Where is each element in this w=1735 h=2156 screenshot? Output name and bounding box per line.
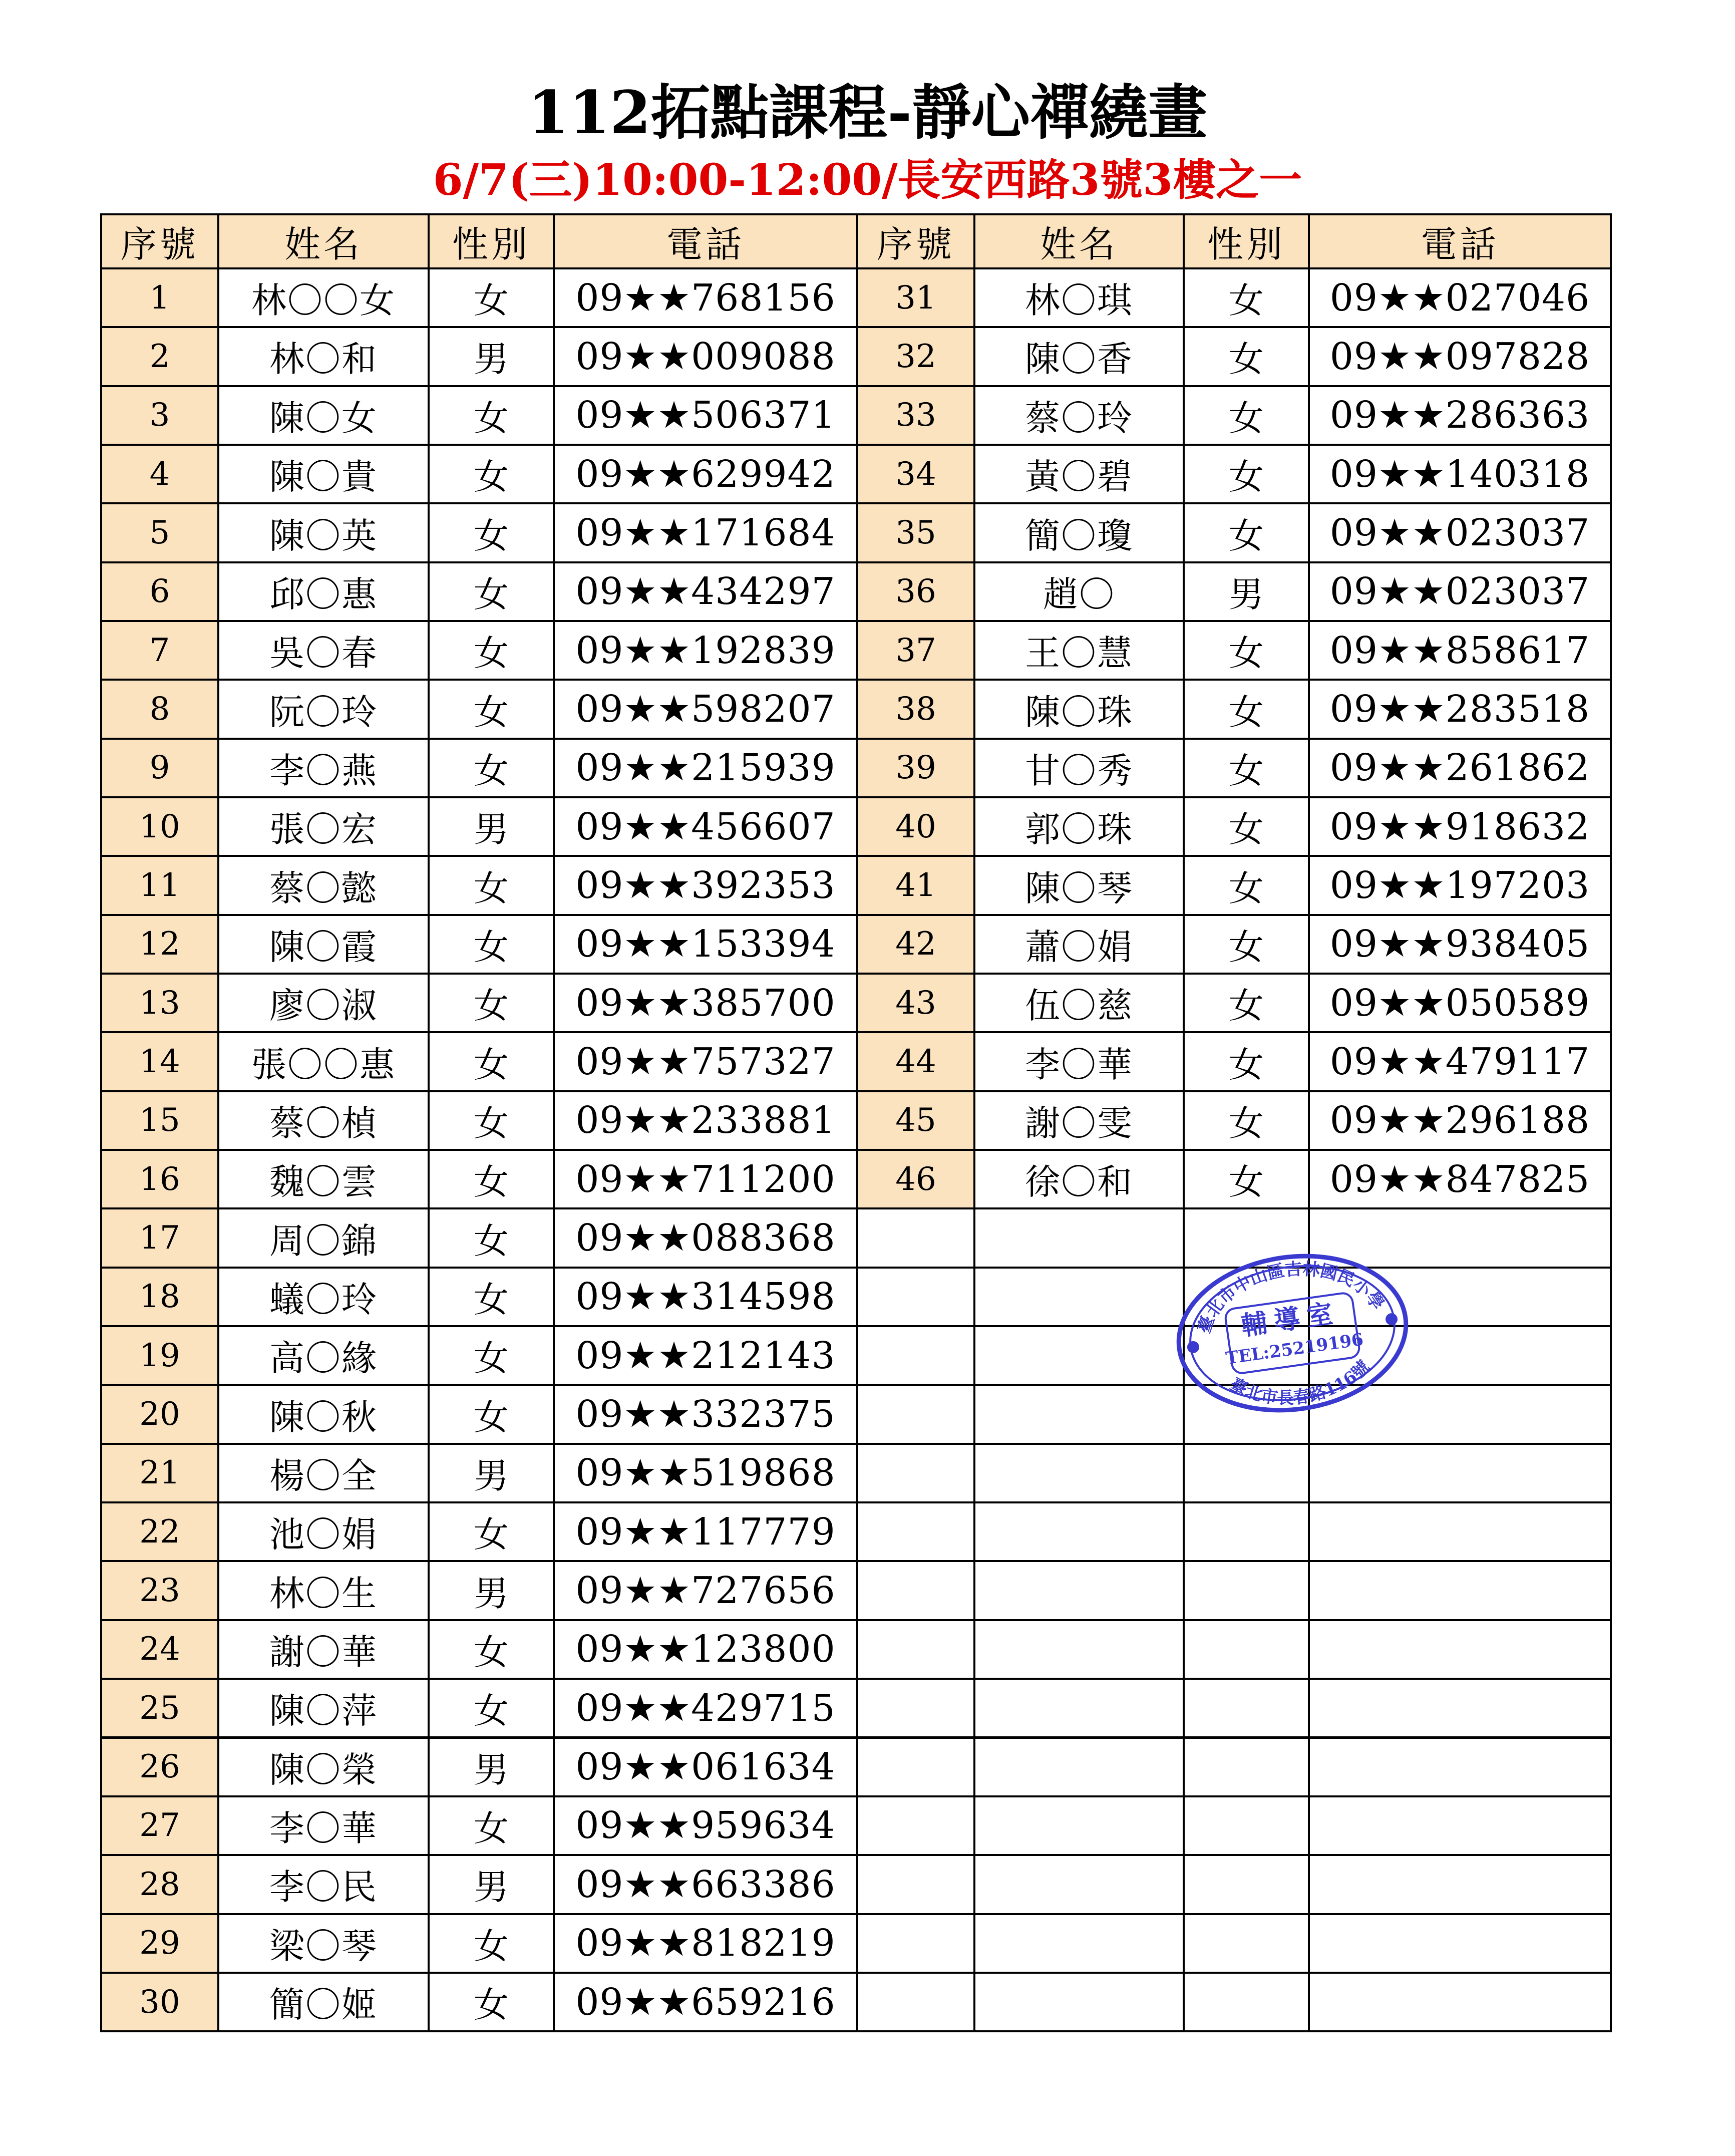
name-cell: 徐〇和 [973, 1149, 1185, 1209]
gender-cell: 女 [1183, 796, 1310, 857]
empty-cell [1308, 1619, 1612, 1680]
seq-cell: 17 [100, 1207, 219, 1268]
phone-cell: 09★★314598 [553, 1267, 858, 1327]
phone-cell: 09★★261862 [1308, 738, 1612, 798]
seq-cell: 26 [100, 1737, 219, 1797]
seq-cell: 34 [856, 444, 975, 504]
empty-cell [1183, 1560, 1310, 1621]
gender-cell: 女 [428, 855, 555, 915]
gender-cell: 女 [1183, 855, 1310, 915]
name-cell: 張〇〇惠 [217, 1031, 430, 1092]
seq-cell: 33 [856, 385, 975, 446]
phone-cell: 09★★009088 [553, 326, 858, 387]
seq-cell: 28 [100, 1854, 219, 1915]
seq-cell: 23 [100, 1560, 219, 1621]
seq-cell: 20 [100, 1384, 219, 1444]
phone-cell: 09★★197203 [1308, 855, 1612, 915]
seq-cell: 19 [100, 1325, 219, 1386]
seq-cell: 7 [100, 620, 219, 681]
gender-cell: 男 [428, 1737, 555, 1797]
name-cell: 廖〇淑 [217, 973, 430, 1033]
empty-cell [856, 1913, 975, 1974]
gender-cell: 女 [428, 620, 555, 681]
seq-cell: 41 [856, 855, 975, 915]
seq-cell: 31 [856, 267, 975, 328]
name-cell: 蔡〇楨 [217, 1090, 430, 1151]
name-cell: 張〇宏 [217, 796, 430, 857]
phone-cell: 09★★332375 [553, 1384, 858, 1444]
seq-cell: 29 [100, 1913, 219, 1974]
phone-cell: 09★★959634 [553, 1795, 858, 1856]
empty-cell [1183, 1501, 1310, 1562]
empty-cell [1183, 1678, 1310, 1738]
empty-cell [1308, 1854, 1612, 1915]
name-cell: 陳〇女 [217, 385, 430, 446]
gender-cell: 女 [428, 1972, 555, 2032]
name-cell: 陳〇榮 [217, 1737, 430, 1797]
seq-cell: 30 [100, 1972, 219, 2032]
empty-cell [973, 1501, 1185, 1562]
phone-cell: 09★★286363 [1308, 385, 1612, 446]
gender-cell: 女 [1183, 502, 1310, 563]
gender-cell: 女 [428, 1149, 555, 1209]
name-cell: 陳〇秋 [217, 1384, 430, 1444]
seq-cell: 18 [100, 1267, 219, 1327]
phone-cell: 09★★123800 [553, 1619, 858, 1680]
empty-cell [856, 1501, 975, 1562]
seq-cell: 43 [856, 973, 975, 1033]
stamp-center-text: 輔導室 [1239, 1297, 1342, 1342]
name-cell: 李〇燕 [217, 738, 430, 798]
empty-cell [1308, 1913, 1612, 1974]
name-cell: 簡〇瓊 [973, 502, 1185, 563]
seq-cell: 39 [856, 738, 975, 798]
gender-cell: 女 [1183, 1031, 1310, 1092]
gender-cell: 女 [428, 1267, 555, 1327]
empty-cell [973, 1384, 1185, 1444]
name-cell: 吳〇春 [217, 620, 430, 681]
name-cell: 阮〇玲 [217, 679, 430, 739]
name-cell: 伍〇慈 [973, 973, 1185, 1033]
phone-cell: 09★★506371 [553, 385, 858, 446]
name-cell: 李〇華 [217, 1795, 430, 1856]
seq-cell: 6 [100, 561, 219, 622]
gender-cell: 女 [1183, 679, 1310, 739]
name-cell: 高〇緣 [217, 1325, 430, 1386]
name-cell: 陳〇英 [217, 502, 430, 563]
name-cell: 陳〇萍 [217, 1678, 430, 1738]
name-cell: 邱〇惠 [217, 561, 430, 622]
name-cell: 謝〇華 [217, 1619, 430, 1680]
empty-cell [856, 1325, 975, 1386]
phone-cell: 09★★598207 [553, 679, 858, 739]
gender-cell: 女 [1183, 385, 1310, 446]
gender-cell: 女 [428, 1678, 555, 1738]
phone-cell: 09★★392353 [553, 855, 858, 915]
seq-cell: 37 [856, 620, 975, 681]
phone-cell: 09★★847825 [1308, 1149, 1612, 1209]
empty-cell [973, 1972, 1185, 2032]
phone-cell: 09★★818219 [553, 1913, 858, 1974]
seq-cell: 10 [100, 796, 219, 857]
name-cell: 楊〇全 [217, 1443, 430, 1503]
stamp-bottom-arc-text: 臺北市長春路116號 [1226, 1357, 1374, 1408]
seq-cell: 45 [856, 1090, 975, 1151]
phone-cell: 09★★097828 [1308, 326, 1612, 387]
empty-cell [856, 1207, 975, 1268]
phone-cell: 09★★283518 [1308, 679, 1612, 739]
name-cell: 簡〇姬 [217, 1972, 430, 2032]
gender-cell: 女 [1183, 444, 1310, 504]
phone-cell: 09★★153394 [553, 914, 858, 975]
seq-cell: 15 [100, 1090, 219, 1151]
stamp-tel-text: TEL:25219196 [1224, 1329, 1365, 1369]
phone-cell: 09★★088368 [553, 1207, 858, 1268]
seq-cell: 27 [100, 1795, 219, 1856]
phone-cell: 09★★663386 [553, 1854, 858, 1915]
seq-cell: 14 [100, 1031, 219, 1092]
gender-cell: 女 [428, 1207, 555, 1268]
seq-cell: 38 [856, 679, 975, 739]
phone-cell: 09★★023037 [1308, 502, 1612, 563]
gender-cell: 女 [428, 1913, 555, 1974]
empty-cell [973, 1443, 1185, 1503]
gender-cell: 女 [428, 385, 555, 446]
phone-cell: 09★★140318 [1308, 444, 1612, 504]
column-header: 電話 [1308, 213, 1612, 269]
empty-cell [1183, 1854, 1310, 1915]
seq-cell: 8 [100, 679, 219, 739]
phone-cell: 09★★192839 [553, 620, 858, 681]
name-cell: 林〇生 [217, 1560, 430, 1621]
seq-cell: 11 [100, 855, 219, 915]
empty-cell [1308, 1678, 1612, 1738]
seq-cell: 12 [100, 914, 219, 975]
phone-cell: 09★★757327 [553, 1031, 858, 1092]
name-cell: 趙〇 [973, 561, 1185, 622]
empty-cell [1183, 1737, 1310, 1797]
empty-cell [856, 1795, 975, 1856]
gender-cell: 女 [1183, 1090, 1310, 1151]
gender-cell: 女 [428, 738, 555, 798]
phone-cell: 09★★117779 [553, 1501, 858, 1562]
gender-cell: 女 [1183, 620, 1310, 681]
empty-cell [973, 1678, 1185, 1738]
gender-cell: 女 [428, 1501, 555, 1562]
phone-cell: 09★★233881 [553, 1090, 858, 1151]
column-header: 性別 [1183, 213, 1310, 269]
empty-cell [1308, 1443, 1612, 1503]
seq-cell: 36 [856, 561, 975, 622]
gender-cell: 男 [1183, 561, 1310, 622]
seq-cell: 1 [100, 267, 219, 328]
gender-cell: 女 [428, 502, 555, 563]
document-title: 112拓點課程-靜心禪繞畫 [527, 78, 1208, 147]
phone-cell: 09★★385700 [553, 973, 858, 1033]
gender-cell: 男 [428, 1854, 555, 1915]
name-cell: 池〇娟 [217, 1501, 430, 1562]
empty-cell [973, 1737, 1185, 1797]
seq-cell: 42 [856, 914, 975, 975]
name-cell: 甘〇秀 [973, 738, 1185, 798]
phone-cell: 09★★027046 [1308, 267, 1612, 328]
phone-cell: 09★★768156 [553, 267, 858, 328]
column-header: 性別 [428, 213, 555, 269]
seq-cell: 5 [100, 502, 219, 563]
empty-cell [973, 1267, 1185, 1327]
name-cell: 陳〇香 [973, 326, 1185, 387]
phone-cell: 09★★023037 [1308, 561, 1612, 622]
empty-cell [856, 1854, 975, 1915]
seq-cell: 40 [856, 796, 975, 857]
seq-cell: 44 [856, 1031, 975, 1092]
name-cell: 陳〇貴 [217, 444, 430, 504]
empty-cell [1308, 1737, 1612, 1797]
gender-cell: 女 [1183, 973, 1310, 1033]
gender-cell: 女 [1183, 267, 1310, 328]
gender-cell: 女 [1183, 914, 1310, 975]
name-cell: 蔡〇懿 [217, 855, 430, 915]
gender-cell: 女 [428, 267, 555, 328]
seq-cell: 16 [100, 1149, 219, 1209]
phone-cell: 09★★479117 [1308, 1031, 1612, 1092]
seq-cell: 32 [856, 326, 975, 387]
seq-cell: 21 [100, 1443, 219, 1503]
name-cell: 蕭〇娟 [973, 914, 1185, 975]
phone-cell: 09★★711200 [553, 1149, 858, 1209]
gender-cell: 男 [428, 1560, 555, 1621]
empty-cell [856, 1267, 975, 1327]
gender-cell: 女 [428, 1619, 555, 1680]
seq-cell: 3 [100, 385, 219, 446]
gender-cell: 女 [1183, 326, 1310, 387]
gender-cell: 女 [1183, 1149, 1310, 1209]
empty-cell [973, 1854, 1185, 1915]
phone-cell: 09★★858617 [1308, 620, 1612, 681]
gender-cell: 女 [428, 1090, 555, 1151]
name-cell: 林〇和 [217, 326, 430, 387]
empty-cell [1308, 1972, 1612, 2032]
name-cell: 陳〇琴 [973, 855, 1185, 915]
gender-cell: 女 [428, 973, 555, 1033]
empty-cell [1183, 1795, 1310, 1856]
phone-cell: 09★★171684 [553, 502, 858, 563]
phone-cell: 09★★215939 [553, 738, 858, 798]
gender-cell: 女 [428, 561, 555, 622]
phone-cell: 09★★727656 [553, 1560, 858, 1621]
empty-cell [973, 1619, 1185, 1680]
name-cell: 林〇琪 [973, 267, 1185, 328]
school-seal-stamp [1173, 1251, 1412, 1416]
empty-cell [856, 1737, 975, 1797]
name-cell: 蔡〇玲 [973, 385, 1185, 446]
empty-cell [856, 1560, 975, 1621]
empty-cell [856, 1678, 975, 1738]
gender-cell: 女 [428, 679, 555, 739]
name-cell: 郭〇珠 [973, 796, 1185, 857]
phone-cell: 09★★296188 [1308, 1090, 1612, 1151]
seq-cell: 46 [856, 1149, 975, 1209]
column-header: 序號 [100, 213, 219, 269]
empty-cell [1308, 1501, 1612, 1562]
name-cell: 蟻〇玲 [217, 1267, 430, 1327]
phone-cell: 09★★429715 [553, 1678, 858, 1738]
seq-cell: 2 [100, 326, 219, 387]
name-cell: 梁〇琴 [217, 1913, 430, 1974]
empty-cell [856, 1972, 975, 2032]
gender-cell: 女 [428, 1031, 555, 1092]
phone-cell: 09★★050589 [1308, 973, 1612, 1033]
empty-cell [1308, 1795, 1612, 1856]
column-header: 姓名 [973, 213, 1185, 269]
empty-cell [856, 1384, 975, 1444]
empty-cell [1183, 1443, 1310, 1503]
seq-cell: 35 [856, 502, 975, 563]
empty-cell [973, 1325, 1185, 1386]
phone-cell: 09★★519868 [553, 1443, 858, 1503]
seq-cell: 4 [100, 444, 219, 504]
column-header: 序號 [856, 213, 975, 269]
document-subtitle: 6/7(三)10:00-12:00/長安西路3號3樓之一 [433, 155, 1302, 205]
empty-cell [856, 1443, 975, 1503]
empty-cell [1183, 1972, 1310, 2032]
seq-cell: 25 [100, 1678, 219, 1738]
column-header: 姓名 [217, 213, 430, 269]
stamp-top-arc-text: 臺北市中山區吉林國民小學 [1194, 1259, 1388, 1336]
phone-cell: 09★★061634 [553, 1737, 858, 1797]
phone-cell: 09★★629942 [553, 444, 858, 504]
empty-cell [973, 1207, 1185, 1268]
gender-cell: 男 [428, 326, 555, 387]
name-cell: 陳〇霞 [217, 914, 430, 975]
gender-cell: 男 [428, 796, 555, 857]
phone-cell: 09★★456607 [553, 796, 858, 857]
empty-cell [856, 1619, 975, 1680]
gender-cell: 女 [428, 1325, 555, 1386]
gender-cell: 女 [428, 1795, 555, 1856]
empty-cell [1183, 1619, 1310, 1680]
name-cell: 陳〇珠 [973, 679, 1185, 739]
name-cell: 王〇慧 [973, 620, 1185, 681]
name-cell: 魏〇雲 [217, 1149, 430, 1209]
name-cell: 李〇華 [973, 1031, 1185, 1092]
phone-cell: 09★★938405 [1308, 914, 1612, 975]
gender-cell: 女 [428, 1384, 555, 1444]
empty-cell [1183, 1913, 1310, 1974]
empty-cell [1308, 1560, 1612, 1621]
phone-cell: 09★★659216 [553, 1972, 858, 2032]
seq-cell: 24 [100, 1619, 219, 1680]
seq-cell: 13 [100, 973, 219, 1033]
seq-cell: 22 [100, 1501, 219, 1562]
phone-cell: 09★★918632 [1308, 796, 1612, 857]
empty-cell [973, 1560, 1185, 1621]
phone-cell: 09★★212143 [553, 1325, 858, 1386]
empty-cell [973, 1795, 1185, 1856]
column-header: 電話 [553, 213, 858, 269]
gender-cell: 女 [428, 914, 555, 975]
gender-cell: 女 [1183, 738, 1310, 798]
gender-cell: 男 [428, 1443, 555, 1503]
seq-cell: 9 [100, 738, 219, 798]
name-cell: 黃〇碧 [973, 444, 1185, 504]
name-cell: 李〇民 [217, 1854, 430, 1915]
empty-cell [973, 1913, 1185, 1974]
gender-cell: 女 [428, 444, 555, 504]
name-cell: 謝〇雯 [973, 1090, 1185, 1151]
name-cell: 周〇錦 [217, 1207, 430, 1268]
name-cell: 林〇〇女 [217, 267, 430, 328]
roster-table [101, 214, 1611, 2031]
phone-cell: 09★★434297 [553, 561, 858, 622]
